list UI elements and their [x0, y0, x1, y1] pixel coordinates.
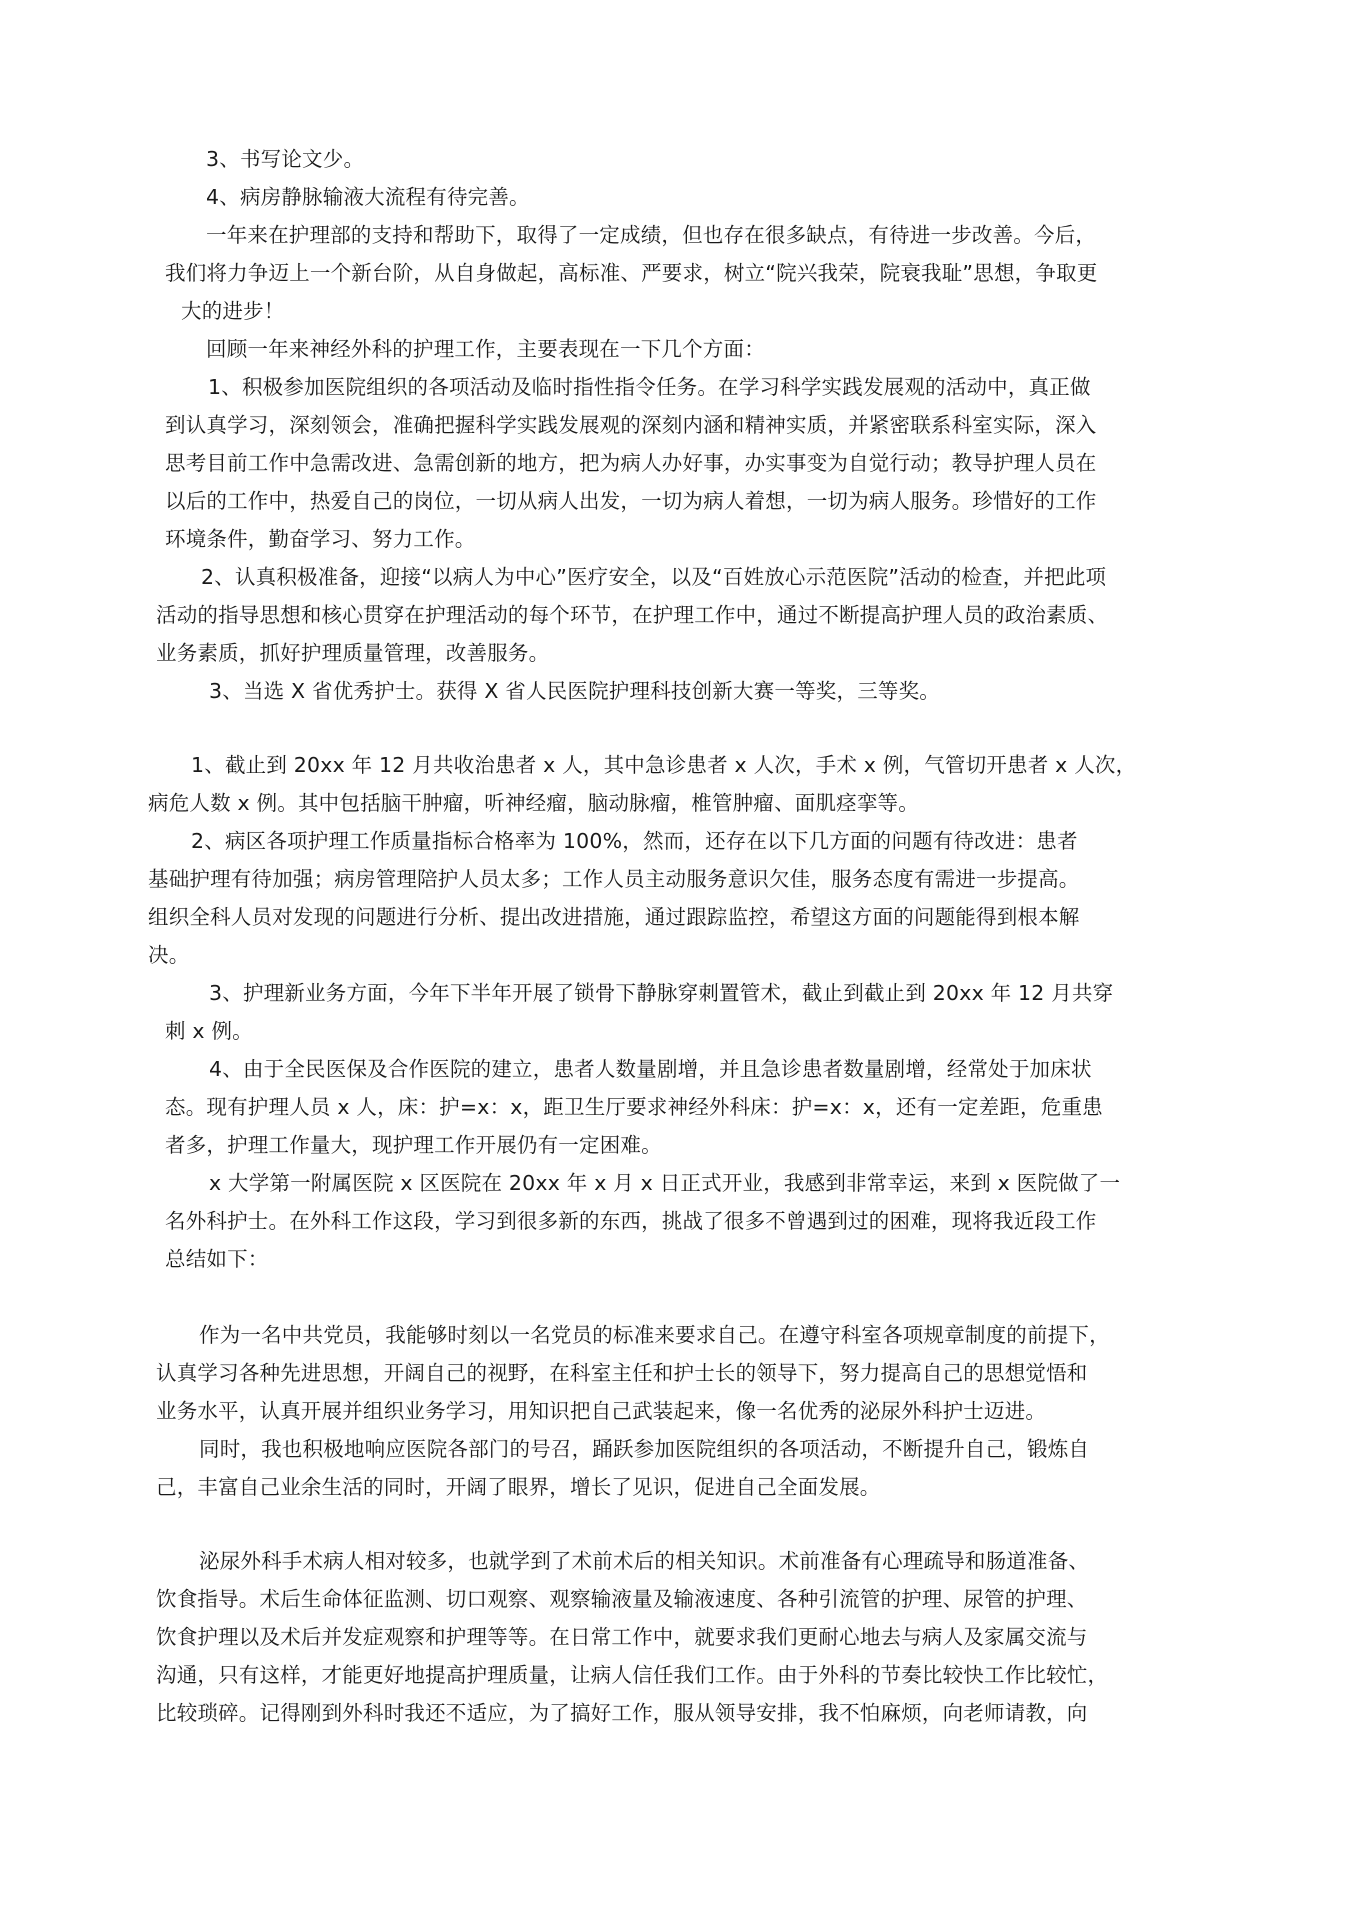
text-line: 饮食护理以及术后并发症观察和护理等等。在日常工作中，就要求我们更耐心地去与病人及家属交流与	[156, 1625, 1088, 1649]
text-line: 同时，我也积极地响应医院各部门的号召，踊跃参加医院组织的各项活动，不断提升自己，锻炼自	[199, 1437, 1090, 1461]
text-line: 作为一名中共党员，我能够时刻以一名党员的标准来要求自己。在遵守科室各项规章制度的前提下，	[199, 1323, 1110, 1347]
text-line: 3、当选 X 省优秀护士。获得 X 省人民医院护理科技创新大赛一等奖，三等奖。	[209, 679, 940, 703]
text-line: 总结如下：	[165, 1247, 269, 1271]
text-line: 刺 x 例。	[165, 1019, 253, 1043]
text-line: 活动的指导思想和核心贯穿在护理活动的每个环节，在护理工作中，通过不断提高护理人员的政治素质、	[156, 603, 1109, 627]
text-line: 我们将力争迈上一个新台阶，从自身做起，高标准、严要求，树立“院兴我荣，院衰我耻”思想，争取更	[165, 261, 1098, 285]
text-line: 2、认真积极准备，迎接“以病人为中心”医疗安全，以及“百姓放心示范医院”活动的检查，并把此项	[201, 565, 1107, 589]
text-line: 组织全科人员对发现的问题进行分析、提出改进措施，通过跟踪监控，希望这方面的问题能得到根本解	[148, 905, 1080, 929]
text-line: 3、书写论文少。	[206, 147, 365, 171]
text-line: 2、病区各项护理工作质量指标合格率为 100%，然而，还存在以下几方面的问题有待改进：患者	[191, 829, 1078, 853]
text-line: 泌尿外科手术病人相对较多，也就学到了术前术后的相关知识。术前准备有心理疏导和肠道准备、	[199, 1549, 1090, 1573]
text-line: 饮食指导。术后生命体征监测、切口观察、观察输液量及输液速度、各种引流管的护理、尿管的护理、	[156, 1587, 1088, 1611]
text-line: 1、积极参加医院组织的各项活动及临时指性指令任务。在学习科学实践发展观的活动中，真正做	[208, 375, 1091, 399]
text-line: 3、护理新业务方面，今年下半年开展了锁骨下静脉穿刺置管术，截止到截止到 20xx 年 12 月共穿	[209, 981, 1114, 1005]
text-line: 大的进步！	[181, 299, 285, 323]
text-line: 到认真学习，深刻领会，准确把握科学实践发展观的深刻内涵和精神实质，并紧密联系科室实际，深入	[165, 413, 1097, 437]
text-line: 回顾一年来神经外科的护理工作，主要表现在一下几个方面：	[206, 337, 765, 361]
text-line: 一年来在护理部的支持和帮助下，取得了一定成绩，但也存在很多缺点，有待进一步改善。今后，	[206, 223, 1097, 247]
text-line: 认真学习各种先进思想，开阔自己的视野，在科室主任和护士长的领导下，努力提高自己的思想觉悟和	[156, 1361, 1088, 1385]
text-line: 以后的工作中，热爱自己的岗位，一切从病人出发，一切为病人着想，一切为病人服务。珍惜好的工作	[165, 489, 1097, 513]
text-line: 4、病房静脉输液大流程有待完善。	[206, 185, 530, 209]
text-line: 业务素质，抓好护理质量管理，改善服务。	[156, 641, 550, 665]
text-line: 思考目前工作中急需改进、急需创新的地方，把为病人办好事，办实事变为自觉行动；教导护理人员在	[165, 451, 1097, 475]
text-line: 基础护理有待加强；病房管理陪护人员太多；工作人员主动服务意识欠佳，服务态度有需进一步提高。	[148, 867, 1080, 891]
text-line: 1、截止到 20xx 年 12 月共收治患者 x 人，其中急诊患者 x 人次，手术 x 例，气管切开患者 x 人次，	[191, 753, 1137, 777]
text-line: x 大学第一附属医院 x 区医院在 20xx 年 x 月 x 日正式开业，我感到非常幸运，来到 x 医院做了一	[209, 1171, 1121, 1195]
text-line: 决。	[148, 943, 190, 967]
text-line: 环境条件，勤奋学习、努力工作。	[165, 527, 476, 551]
text-line: 比较琐碎。记得刚到外科时我还不适应，为了搞好工作，服从领导安排，我不怕麻烦，向老师请教，向	[156, 1701, 1088, 1725]
text-line: 名外科护士。在外科工作这段，学习到很多新的东西，挑战了很多不曾遇到过的困难，现将我近段工作	[165, 1209, 1097, 1233]
text-line: 病危人数 x 例。其中包括脑干肿瘤，听神经瘤，脑动脉瘤，椎管肿瘤、面肌痉挛等。	[148, 791, 919, 815]
text-line: 者多，护理工作量大，现护理工作开展仍有一定困难。	[165, 1133, 662, 1157]
text-line: 己，丰富自己业余生活的同时，开阔了眼界，增长了见识，促进自己全面发展。	[156, 1475, 881, 1499]
text-line: 态。现有护理人员 x 人，床：护=x：x，距卫生厅要求神经外科床：护=x：x，还有一定差距，危重患	[165, 1095, 1103, 1119]
text-line: 沟通，只有这样，才能更好地提高护理质量，让病人信任我们工作。由于外科的节奏比较快工作比较忙，	[156, 1663, 1109, 1687]
text-line: 业务水平，认真开展并组织业务学习，用知识把自己武装起来，像一名优秀的泌尿外科护士迈进。	[156, 1399, 1047, 1423]
text-line: 4、由于全民医保及合作医院的建立，患者人数量剧增，并且急诊患者数量剧增，经常处于加床状	[209, 1057, 1092, 1081]
